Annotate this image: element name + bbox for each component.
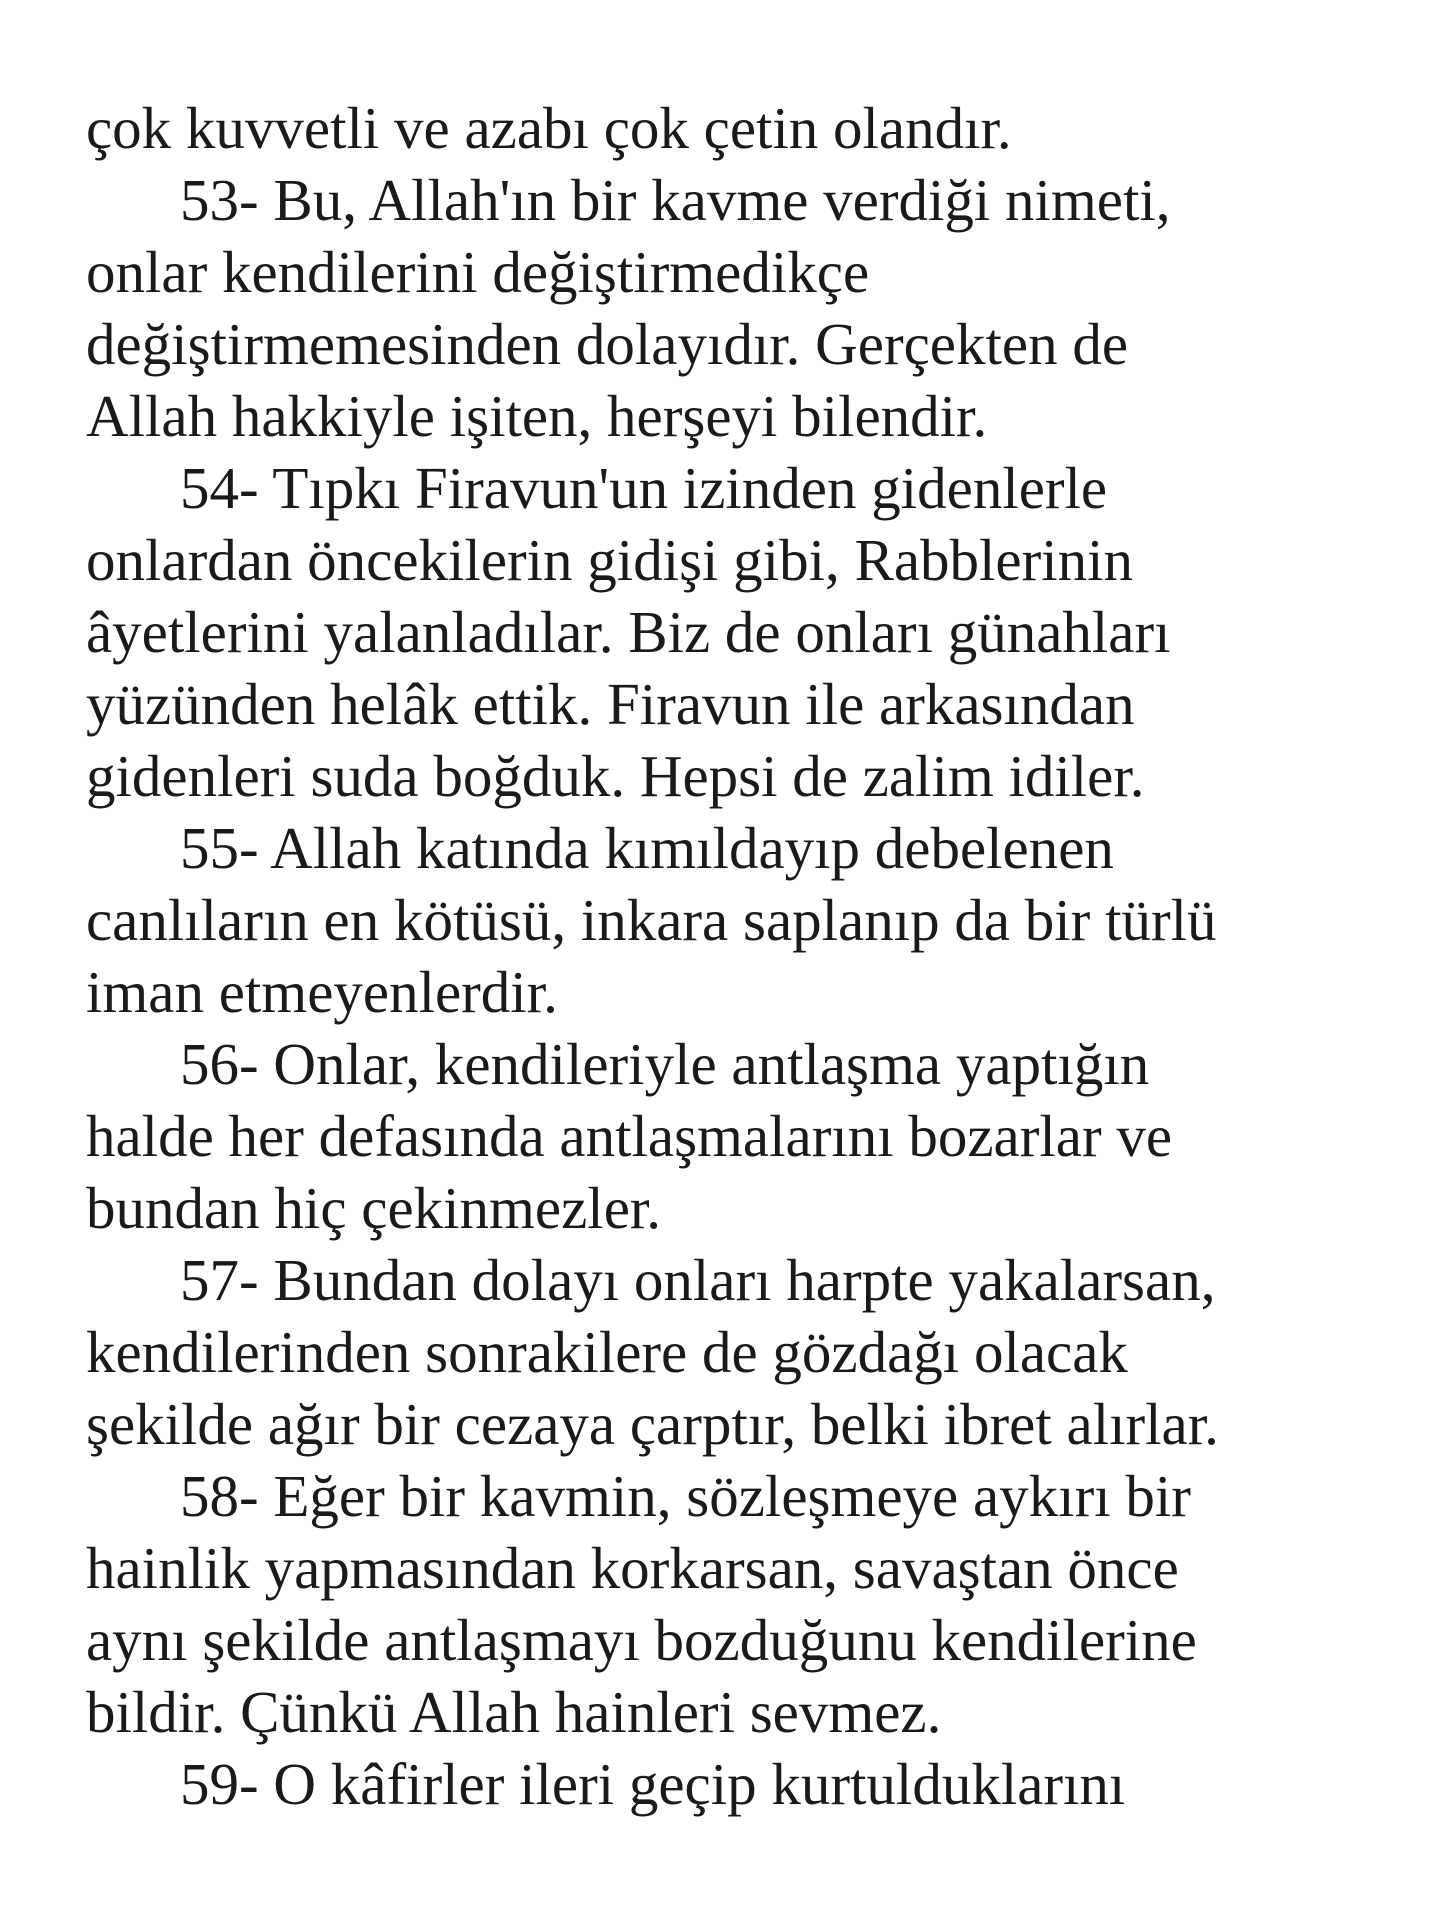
text-line: âyetlerini yalanladılar. Biz de onları günahları — [86, 599, 1171, 665]
verse-55-start: 55- Allah katında kımıldayıp debelenen — [180, 815, 1114, 881]
text-line: halde her defasında antlaşmalarını bozarlar ve — [86, 1103, 1173, 1169]
verse-57-start: 57- Bundan dolayı onları harpte yakalarsan, — [180, 1247, 1216, 1313]
text-line: hainlik yapmasından korkarsan, savaştan önce — [86, 1535, 1179, 1601]
text-line: kendilerinden sonrakilere de gözdağı olacak — [86, 1319, 1128, 1385]
verse-53-start: 53- Bu, Allah'ın bir kavme verdiği nimeti, — [180, 167, 1171, 233]
text-line: çok kuvvetli ve azabı çok çetin olandır. — [86, 95, 1012, 161]
text-line: aynı şekilde antlaşmayı bozduğunu kendilerine — [86, 1607, 1197, 1673]
text-line: şekilde ağır bir cezaya çarptır, belki ibret alırlar. — [86, 1391, 1219, 1457]
text-line: gidenleri suda boğduk. Hepsi de zalim idiler. — [86, 743, 1145, 809]
document-page — [86, 92, 1386, 1820]
text-line: bildir. Çünkü Allah hainleri sevmez. — [86, 1679, 942, 1745]
text-line: Allah hakkiyle işiten, herşeyi bilendir. — [86, 383, 988, 449]
text-line: iman etmeyenlerdir. — [86, 959, 558, 1025]
verse-58-start: 58- Eğer bir kavmin, sözleşmeye aykırı bir — [180, 1463, 1191, 1529]
text-line: değiştirmemesinden dolayıdır. Gerçekten de — [86, 311, 1129, 377]
verse-59-start: 59- O kâfirler ileri geçip kurtulduklarını — [180, 1751, 1126, 1817]
text-line: canlıların en kötüsü, inkara saplanıp da bir türlü — [86, 887, 1217, 953]
text-line: onlar kendilerini değiştirmedikçe — [86, 239, 870, 305]
verse-56-start: 56- Onlar, kendileriyle antlaşma yaptığın — [180, 1031, 1150, 1097]
text-line: bundan hiç çekinmezler. — [86, 1175, 662, 1241]
text-line: yüzünden helâk ettik. Firavun ile arkasından — [86, 671, 1135, 737]
verse-54-start: 54- Tıpkı Firavun'un izinden gidenlerle — [180, 455, 1108, 521]
text-line: onlardan öncekilerin gidişi gibi, Rabblerinin — [86, 527, 1134, 593]
